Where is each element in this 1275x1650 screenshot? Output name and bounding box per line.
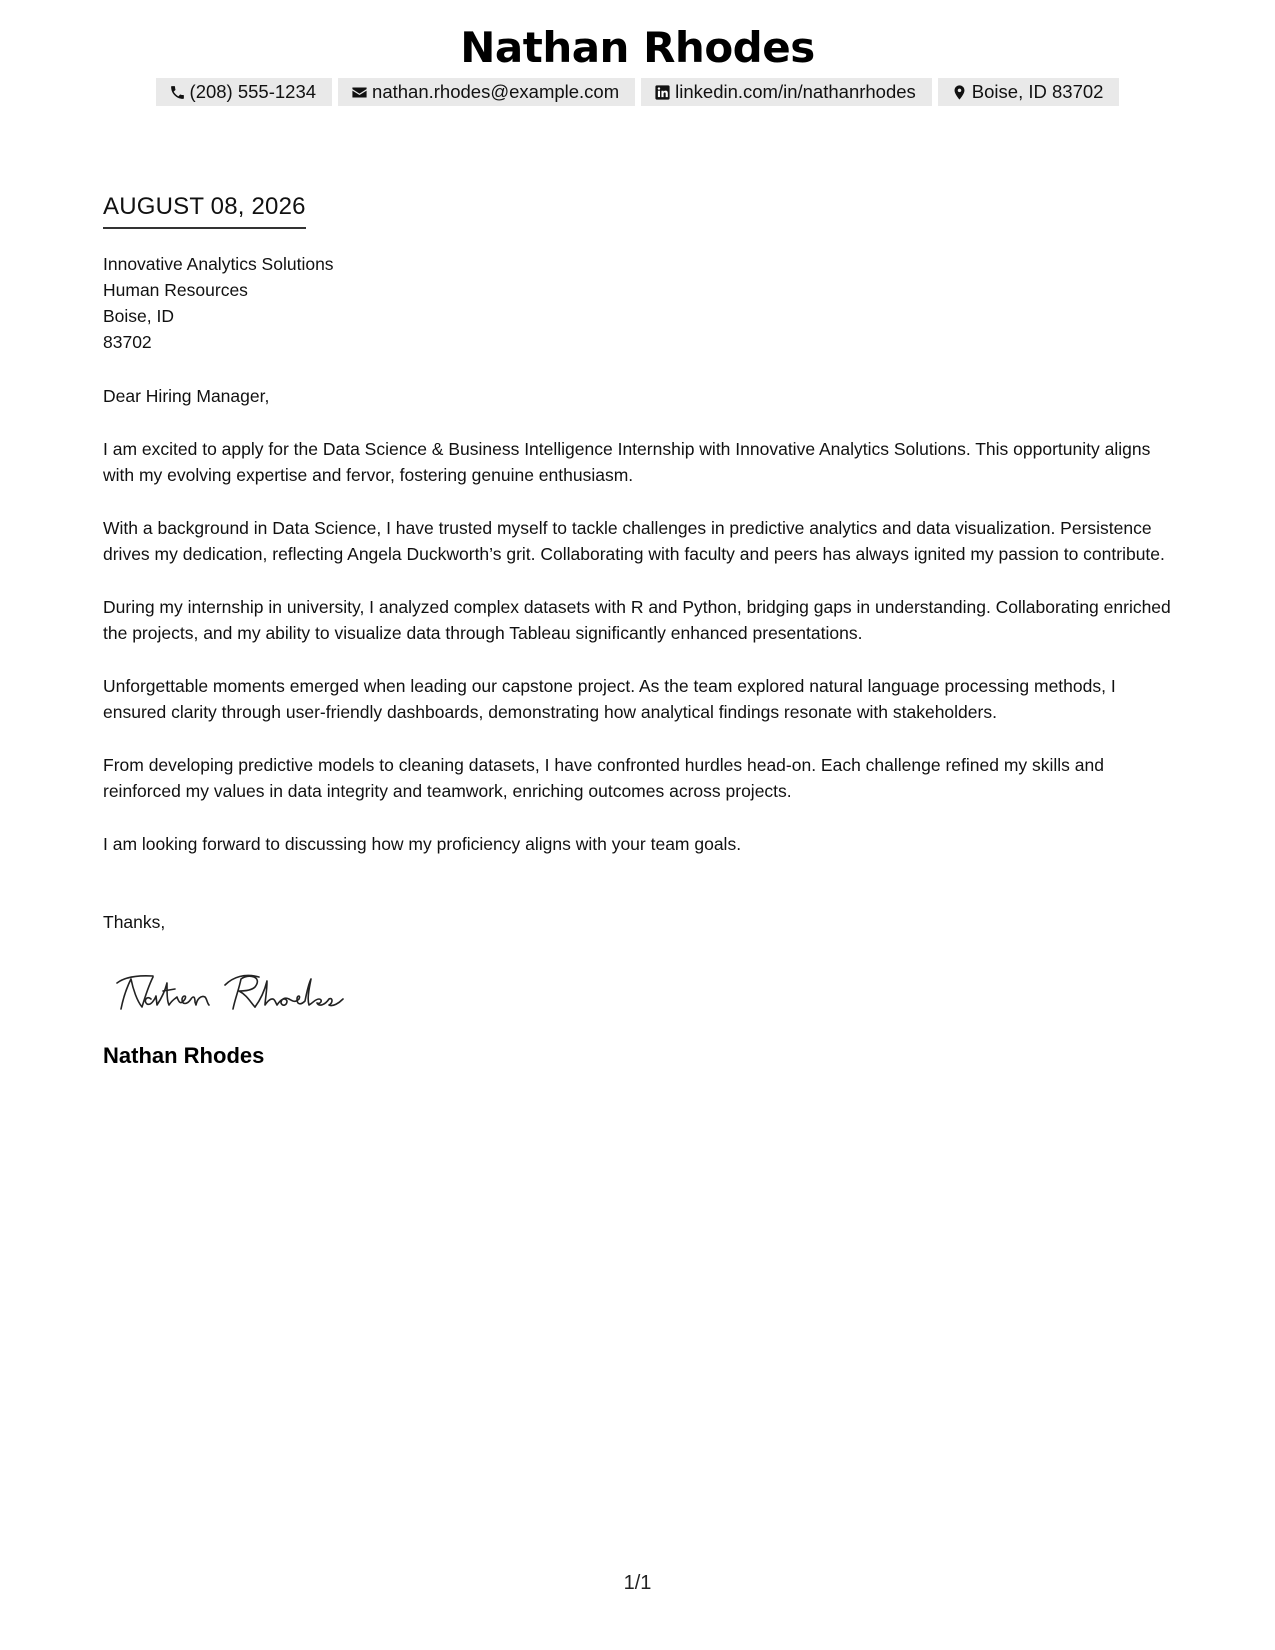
applicant-name: Nathan Rhodes (460, 23, 815, 72)
body-paragraph: Unforgettable moments emerged when leading our capstone project. As the team explored natural language processing methods, I ensured clarity through user-friendly dashboards, demonstrating how analytical findings resonate with stakeholders. (103, 676, 1116, 722)
email-text: nathan.rhodes@example.com (372, 81, 620, 102)
letter-date: AUGUST 08, 2026 (103, 192, 306, 229)
linkedin-icon (654, 84, 671, 101)
signer-name: Nathan Rhodes (103, 1043, 265, 1068)
contact-location[interactable] (938, 78, 1120, 106)
contact-email[interactable] (338, 78, 635, 106)
phone-text: (208) 555-1234 (189, 81, 317, 102)
salutation: Dear Hiring Manager, (103, 386, 270, 406)
body-paragraph: I am looking forward to discussing how my proficiency aligns with your team goals. (103, 834, 742, 854)
body-paragraph: From developing predictive models to cleaning datasets, I have confronted hurdles head-on. Each challenge refined my skills and reinforced my values in data integrity and teamwork, enriching outcomes across projects. (103, 755, 1104, 801)
linkedin-text: linkedin.com/in/nathanrhodes (675, 81, 916, 102)
closing: Thanks, (103, 912, 166, 932)
recipient-company: Innovative Analytics Solutions (103, 254, 334, 274)
contact-bar (0, 78, 1275, 106)
location-text: Boise, ID 83702 (971, 81, 1104, 102)
body-paragraph: With a background in Data Science, I have trusted myself to tackle challenges in predictive analytics and data visualization. Persistence drives my dedication, reflecting Angela Duckworth’s grit. Collaborating with faculty and peers has always ignited my passion to contribute. (103, 518, 1165, 564)
recipient-zip: 83702 (103, 332, 152, 352)
body-paragraph: I am excited to apply for the Data Science & Business Intelligence Internship with Innovative Analytics Solutions. This opportunity aligns with my evolving expertise and fervor, fostering genuine enthusiasm. (103, 439, 1151, 485)
signature-image (115, 969, 355, 1019)
recipient-city-state: Boise, ID (103, 306, 174, 326)
page-number: 1/1 (623, 1572, 652, 1594)
letter-body (103, 192, 1178, 1070)
phone-icon (169, 84, 186, 101)
letter-header (0, 18, 1275, 106)
recipient-address (103, 251, 1178, 355)
contact-phone[interactable] (156, 78, 333, 106)
map-pin-icon (951, 84, 968, 101)
contact-linkedin[interactable] (641, 78, 932, 106)
body-paragraph: During my internship in university, I analyzed complex datasets with R and Python, bridging gaps in understanding. Collaborating enriched the projects, and my ability to visualize data through Tableau significantly enhanced presentations. (103, 597, 1171, 643)
envelope-icon (351, 84, 368, 101)
recipient-department: Human Resources (103, 280, 248, 300)
